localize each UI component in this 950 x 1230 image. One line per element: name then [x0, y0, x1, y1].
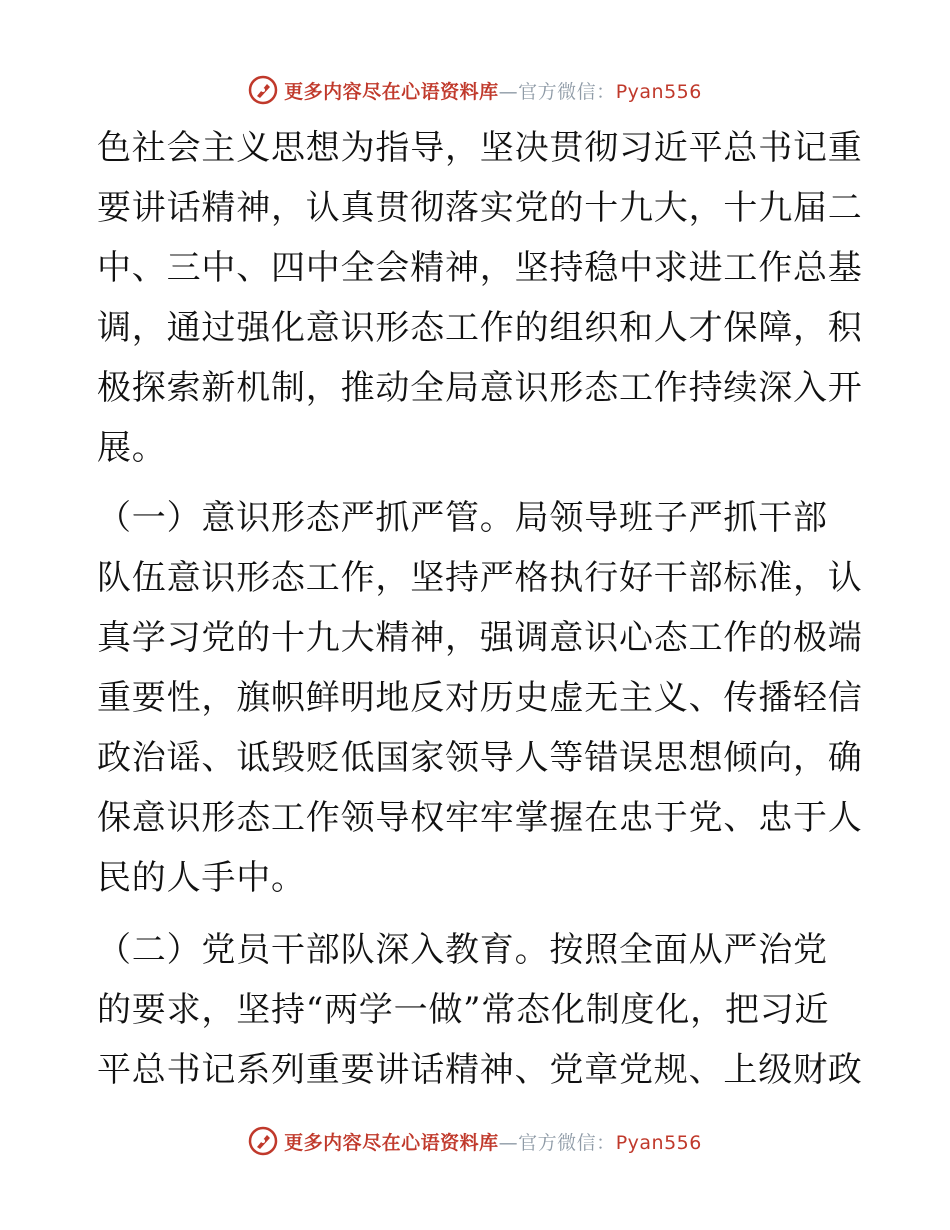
banner-gray-text: 官方微信： — [518, 80, 616, 103]
banner-gray-text: 官方微信： — [518, 1131, 616, 1154]
footer-banner — [0, 1121, 950, 1161]
banner-red-text: 更多内容尽在心语资料库 — [284, 1131, 499, 1154]
pen-nib-logo-icon — [248, 75, 278, 105]
banner-wechat-id: Pyan556 — [615, 80, 702, 103]
body-line: 极探索新机制，推动全局意识形态工作持续深入开 — [97, 368, 863, 408]
pen-nib-logo-icon — [248, 1126, 278, 1156]
body-line: 中、三中、四中全会精神，坚持稳中求进工作总基 — [97, 248, 863, 288]
banner-text — [284, 77, 702, 104]
document-body — [97, 118, 863, 1100]
body-line: 保意识形态工作领导权牢牢掌握在忠于党、忠于人 — [97, 798, 863, 838]
body-line: 队伍意识形态工作，坚持严格执行好干部标准，认 — [97, 558, 863, 598]
body-line: 真学习党的十九大精神，强调意识心态工作的极端 — [97, 618, 863, 658]
section-heading-1: （一）意识形态严抓严管。局领导班子严抓干部 — [97, 498, 828, 538]
banner-wechat-id: Pyan556 — [615, 1131, 702, 1154]
body-line: 调，通过强化意识形态工作的组织和人才保障，积 — [97, 308, 863, 348]
banner-red-text: 更多内容尽在心语资料库 — [284, 80, 499, 103]
banner-dash: — — [498, 1131, 519, 1154]
header-banner — [0, 70, 950, 110]
section-heading-2: （二）党员干部队深入教育。按照全面从严治党 — [97, 930, 828, 970]
body-line: 展。 — [97, 428, 167, 468]
body-line: 色社会主义思想为指导，坚决贯彻习近平总书记重 — [97, 128, 863, 168]
banner-dash: — — [498, 80, 519, 103]
body-line: 重要性，旗帜鲜明地反对历史虚无主义、传播轻信 — [97, 678, 863, 718]
body-line: 政治谣、诋毁贬低国家领导人等错误思想倾向，确 — [97, 738, 863, 778]
body-line: 平总书记系列重要讲话精神、党章党规、上级财政 — [97, 1050, 863, 1090]
body-line: 的要求，坚持“两学一做”常态化制度化，把习近 — [97, 990, 830, 1030]
body-line: 民的人手中。 — [97, 858, 306, 898]
body-line: 要讲话精神，认真贯彻落实党的十九大，十九届二 — [97, 188, 863, 228]
banner-text — [284, 1128, 702, 1155]
